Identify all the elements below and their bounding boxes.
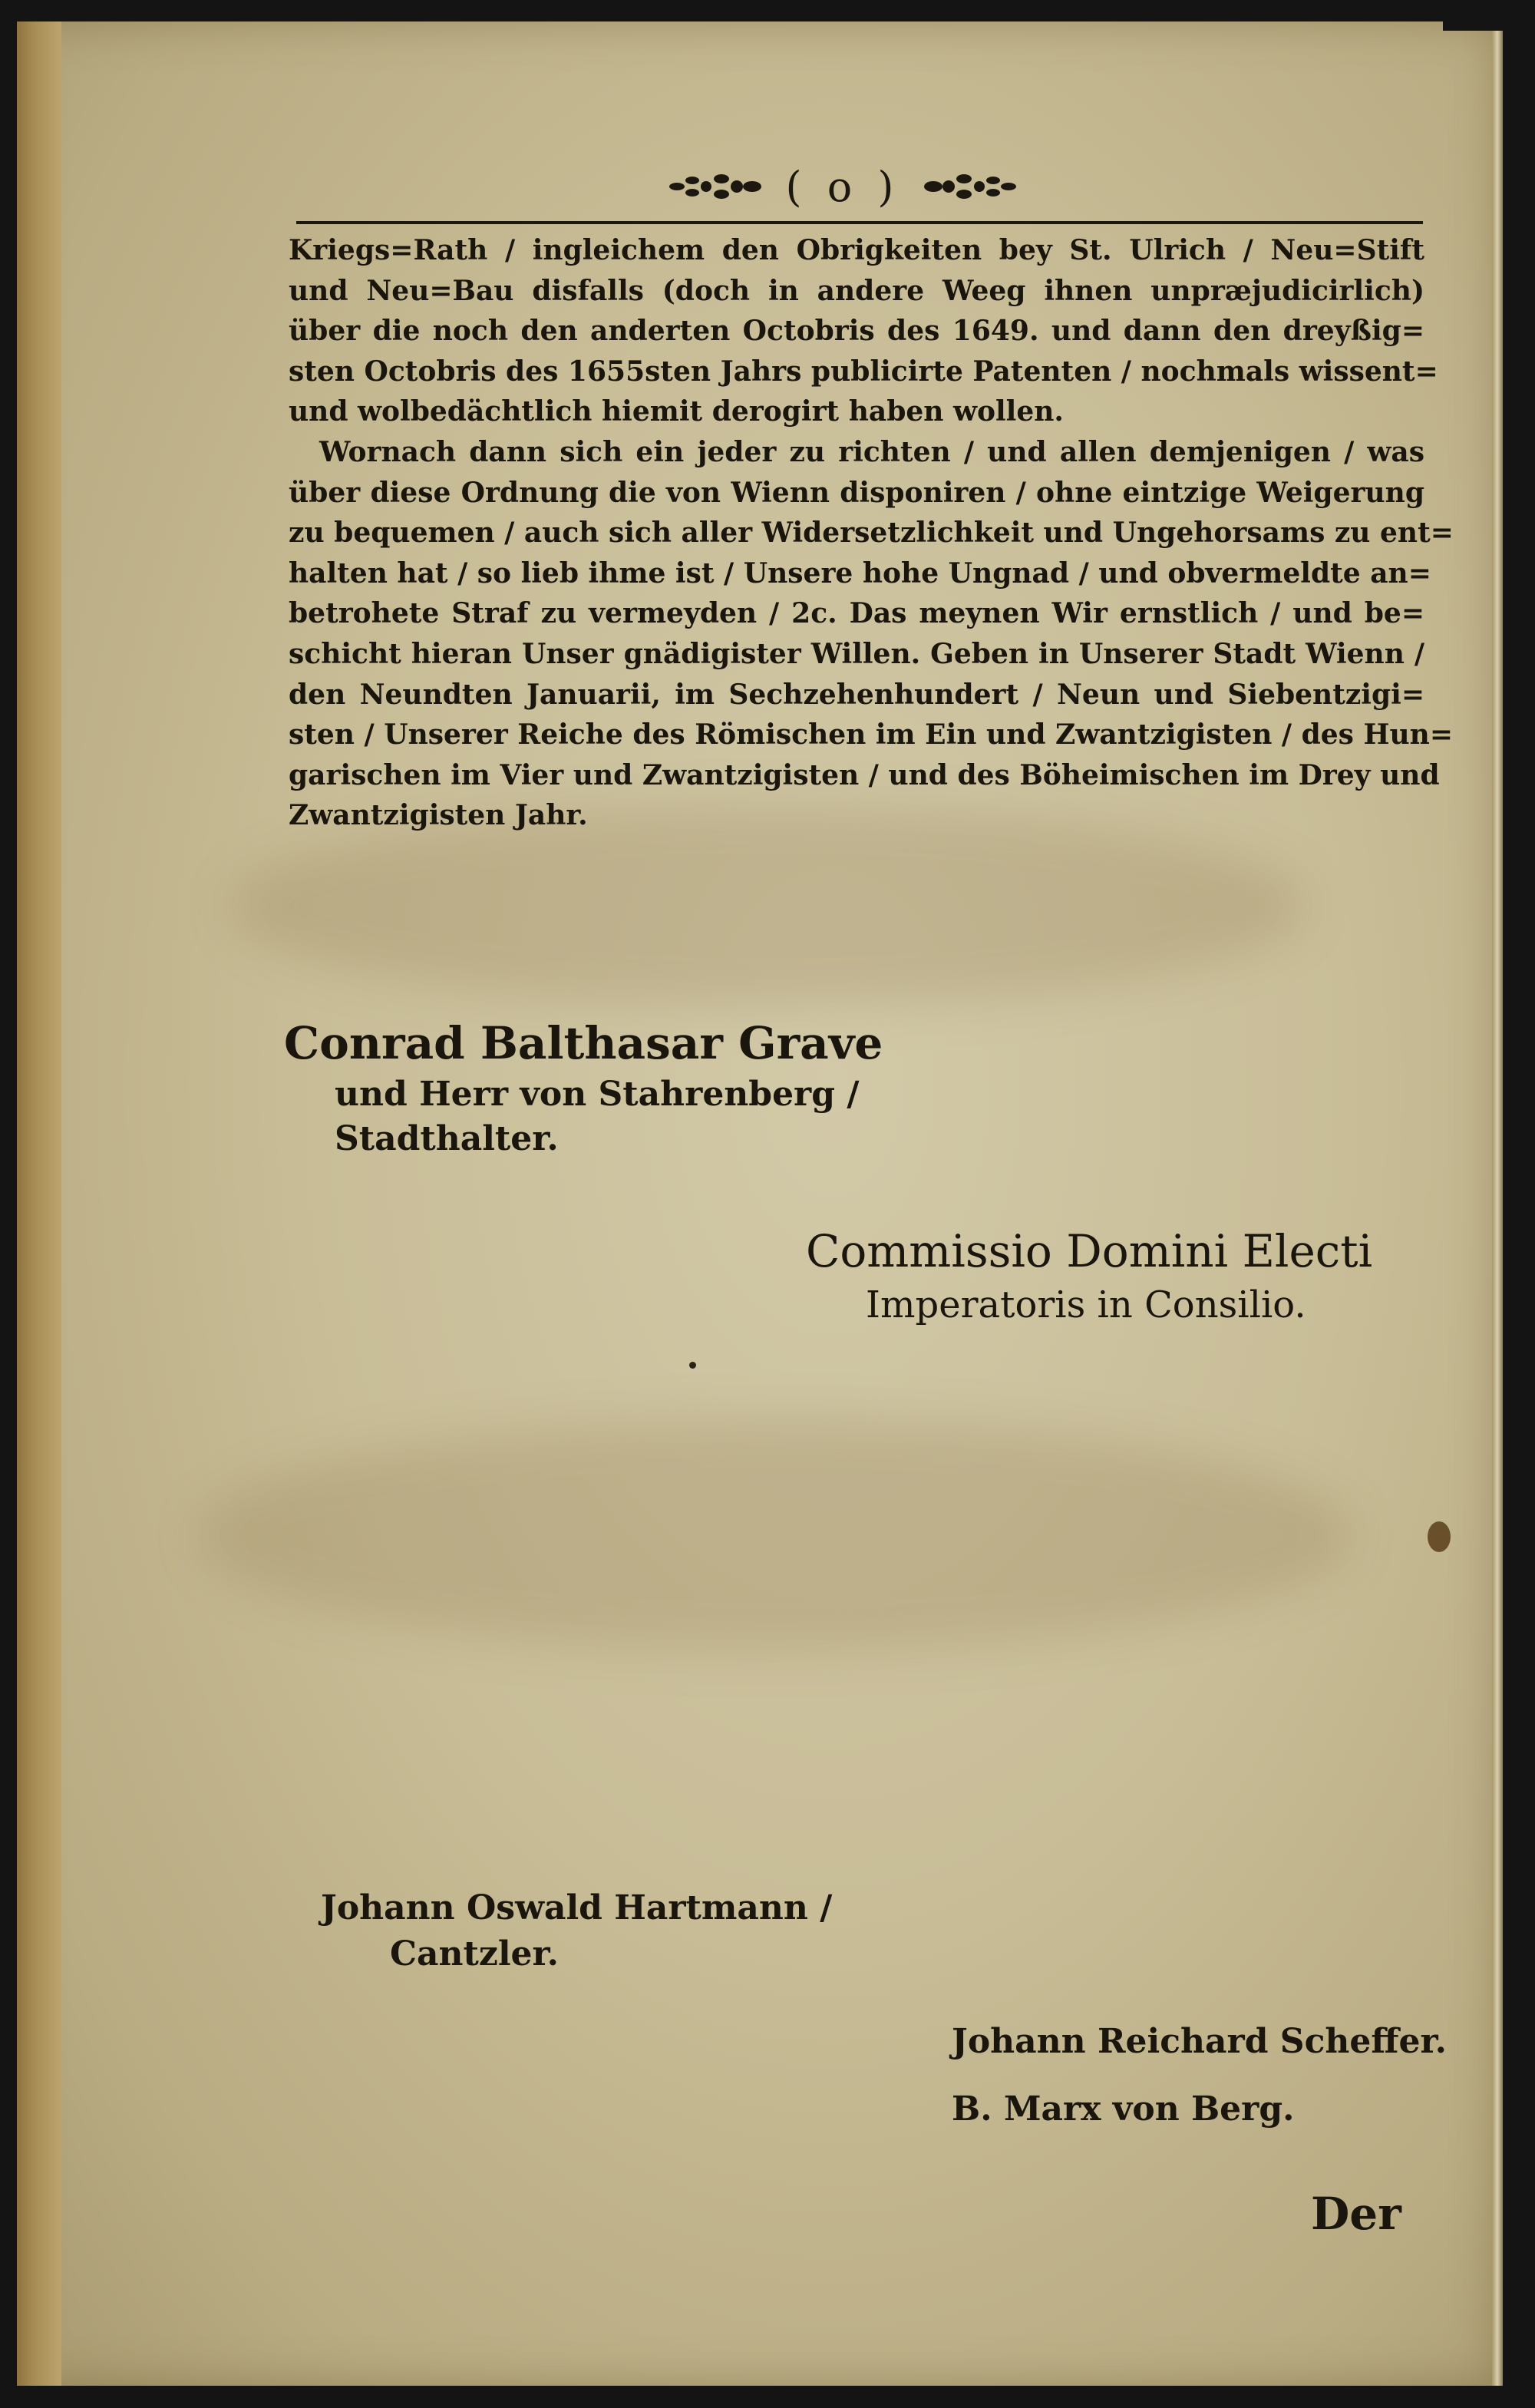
signature-hartmann-name: Johann Oswald Hartmann / <box>321 1888 833 1927</box>
header-rule <box>296 221 1423 224</box>
page-number: ( o ) <box>785 162 900 211</box>
signature-conrad-name: Conrad Balthasar Grave <box>284 1017 883 1069</box>
text-line: über diese Ordnung die von Wienn disponiren / ohne eintzige Weigerung <box>289 476 1424 509</box>
text-line: den Neundten Januarii, im Sechzehenhundert / Neun und Siebentzigi= <box>289 678 1424 711</box>
text-line: Zwantzigisten Jahr. <box>289 799 588 832</box>
text-line: schicht hieran Unser gnädigister Willen. Geben in Unserer Stadt Wienn / <box>289 637 1424 670</box>
text-line: Kriegs=Rath / ingleichem den Obrigkeiten bey St. Ulrich / Neu=Stift <box>289 234 1424 266</box>
text-line: und wolbedächtlich hiemit derogirt haben wollen. <box>289 395 1064 428</box>
text-line: betrohete Straf zu vermeyden / 2c. Das meynen Wir ernstlich / und be= <box>289 597 1424 630</box>
signature-scheffer: Johann Reichard Scheffer. <box>952 2022 1447 2061</box>
page-edge <box>1492 21 1503 2386</box>
scan-background <box>1443 0 1535 31</box>
signature-conrad-title: und Herr von Stahrenberg / <box>335 1075 860 1114</box>
ink-blot <box>1428 1521 1451 1552</box>
fleuron-right-icon <box>921 170 1019 203</box>
binding-gutter <box>17 21 61 2386</box>
text-line: Wornach dann sich ein jeder zu richten / und allen demjenigen / was <box>319 435 1424 468</box>
text-line: über die noch den anderten Octobris des 1649. und dann den dreyßig= <box>289 315 1424 348</box>
commissio-line: Commissio Domini Electi <box>806 1225 1373 1277</box>
text-line: sten Octobris des 1655sten Jahrs publicirte Patenten / nochmals wissent= <box>289 355 1438 388</box>
decree-text <box>289 230 1454 836</box>
text-line: garischen im Vier und Zwantzigisten / und des Böheimischen im Drey und <box>289 758 1440 791</box>
commissio-line: Imperatoris in Consilio. <box>866 1283 1306 1326</box>
text-line: zu bequemen / auch sich aller Widersetzlichkeit und Ungehorsams zu ent= <box>289 517 1454 550</box>
ink-dot <box>689 1362 696 1369</box>
text-line: und Neu=Bau disfalls (doch in andere Weeg ihnen unpræjudicirlich) <box>289 274 1424 307</box>
text-line: halten hat / so lieb ihme ist / Unsere hohe Ungnad / und obvermeldte an= <box>289 557 1431 590</box>
text-line: sten / Unserer Reiche des Römischen im Ein und Zwantzigisten / des Hun= <box>289 718 1454 751</box>
page-header <box>659 160 1027 213</box>
paper-stain <box>200 1420 1351 1650</box>
signature-hartmann-title: Cantzler. <box>390 1934 559 1974</box>
fleuron-left-icon <box>666 170 764 203</box>
paper-stain <box>230 806 1305 1006</box>
signature-berg: B. Marx von Berg. <box>952 2089 1295 2129</box>
signature-conrad-office: Stadthalter. <box>335 1119 559 1158</box>
catchword: Der <box>1311 2188 1401 2240</box>
